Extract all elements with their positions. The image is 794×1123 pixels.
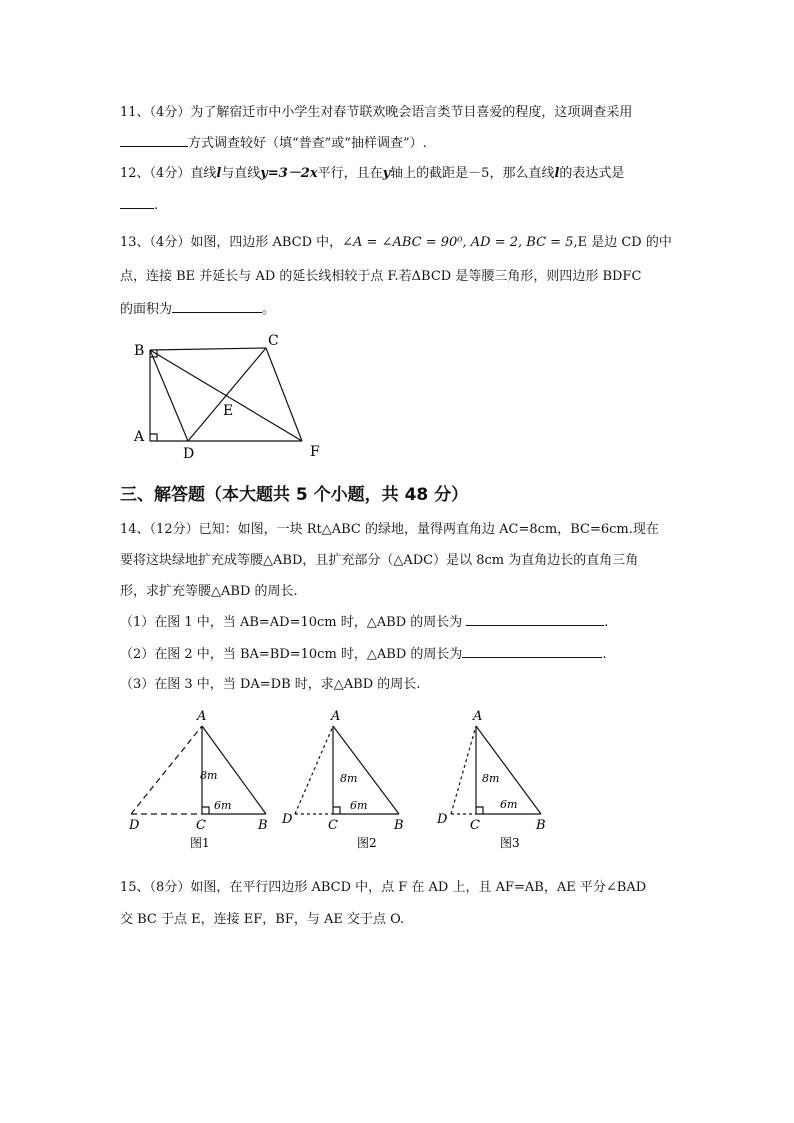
q14-sub1-blank[interactable] bbox=[466, 613, 604, 626]
q14-figures bbox=[120, 700, 560, 858]
fig2-label-a: A bbox=[331, 709, 341, 724]
q12-text-4: 轴上的截距是－5，那么直线 bbox=[390, 166, 555, 181]
fig3-label-d: D bbox=[437, 812, 448, 827]
fig3-label-a: A bbox=[473, 709, 483, 724]
q14-sub2 bbox=[120, 645, 607, 664]
q13-seg-bc bbox=[150, 348, 266, 350]
fig1-caption: 图1 bbox=[190, 836, 210, 850]
q14-sub2-blank[interactable] bbox=[462, 645, 602, 658]
q13-text-3: 的面积为 bbox=[120, 302, 173, 317]
q13-seg-dc bbox=[188, 348, 266, 441]
q15-line2: 交 BC 于点 E，连接 EF，BF，与 AE 交于点 O. bbox=[120, 912, 405, 927]
q13-answer-blank[interactable] bbox=[172, 300, 262, 313]
fig2-right-angle bbox=[333, 807, 340, 814]
q15-line1: 15、（8分）如图，在平行四边形 ABCD 中，点 F 在 AD 上，且 AF=AB，AE 平分∠BAD bbox=[120, 880, 647, 895]
fig1-seg-ad bbox=[131, 726, 202, 814]
q14-sub2-text: （2）在图 2 中，当 BA=BD=10cm 时，△ABD 的周长为 bbox=[120, 647, 463, 662]
q13-seg-cf bbox=[266, 348, 302, 441]
fig3-side-cb: 6m bbox=[500, 798, 518, 811]
fig1-label-b: B bbox=[258, 818, 268, 833]
q12-answer-blank[interactable] bbox=[120, 196, 154, 209]
fig2-label-d: D bbox=[282, 812, 293, 827]
q13-text-end: 。 bbox=[262, 302, 276, 317]
fig2-label-c: C bbox=[328, 818, 338, 833]
fig2-side-ac: 8m bbox=[340, 772, 358, 785]
q14-sub1-text: （1）在图 1 中，当 AB=AD=10cm 时，△ABD 的周长为 bbox=[120, 615, 463, 630]
fig3-side-ac: 8m bbox=[482, 772, 500, 785]
fig1-label-c: C bbox=[196, 818, 206, 833]
q12-var-l: l bbox=[216, 166, 222, 181]
fig2-seg-ad bbox=[295, 726, 333, 814]
q12-text-2: 与直线 bbox=[221, 166, 261, 181]
q14-line2: 要将这块绿地扩充成等腰△ABD，且扩充部分（△ADC）是以 8cm 为直角边长的直角三角 bbox=[120, 553, 639, 568]
q14-figure-3 bbox=[436, 709, 546, 850]
fig3-seg-ad bbox=[451, 726, 476, 814]
fig3-right-angle bbox=[476, 807, 483, 814]
fig1-label-a: A bbox=[197, 709, 207, 724]
fig1-side-cb: 6m bbox=[214, 799, 232, 812]
q12-line2-text: . bbox=[154, 198, 159, 213]
fig1-label-d: D bbox=[129, 818, 140, 833]
q11-line2-text: 方式调查较好（填“普查”或“抽样调查”）. bbox=[188, 136, 427, 151]
q11-line2 bbox=[120, 134, 427, 153]
fig1-side-ac: 8m bbox=[200, 769, 218, 782]
q14-sub1-end: . bbox=[604, 615, 609, 630]
fig3-label-b: B bbox=[536, 818, 546, 833]
fig2-caption: 图2 bbox=[357, 836, 377, 850]
q13-line2: 点，连接 BE 并延长与 AD 的延长线相较于点 F.若ΔBCD 是等腰三角形，则四边形 BDFC bbox=[120, 269, 642, 284]
q11-answer-blank[interactable] bbox=[120, 134, 188, 147]
q13-label-c: C bbox=[268, 333, 279, 349]
q12-text-3: 平行，且在 bbox=[317, 166, 383, 181]
q13-line1 bbox=[120, 234, 672, 252]
q12-line1 bbox=[120, 165, 624, 183]
fig2-side-cb: 6m bbox=[350, 799, 368, 812]
q13-right-angle-a bbox=[150, 434, 157, 441]
q12-text-1: 12、（4分）直线 bbox=[120, 166, 217, 181]
q13-text-1: 13、（4分）如图，四边形 ABCD 中， bbox=[120, 235, 343, 250]
q13-text-2: ,E 是边 CD 的中 bbox=[573, 235, 672, 250]
q11-line1: 11、（4分）为了解宿迁市中小学生对春节联欢晚会语言类节目喜爱的程度，这项调查采用 bbox=[120, 105, 633, 120]
q13-label-f: F bbox=[310, 444, 320, 460]
q13-line3 bbox=[120, 300, 275, 319]
section3-heading: 三、解答题（本大题共 5 个小题，共 48 分） bbox=[120, 485, 469, 505]
q13-label-d: D bbox=[183, 446, 195, 462]
q12-text-5: 的表达式是 bbox=[559, 166, 625, 181]
fig3-caption: 图3 bbox=[500, 836, 520, 850]
q13-math: ∠A = ∠ABC = 90⁰, AD = 2, BC = 5 bbox=[342, 235, 574, 250]
q13-seg-bd bbox=[150, 350, 188, 441]
q14-sub1 bbox=[120, 613, 608, 632]
q13-label-e: E bbox=[223, 403, 234, 419]
q14-figure-2 bbox=[281, 709, 404, 850]
q14-sub3: （3）在图 3 中，当 DA=DB 时，求△ABD 的周长. bbox=[120, 677, 421, 692]
q12-line2 bbox=[120, 196, 158, 215]
q13-figure bbox=[125, 330, 340, 462]
q12-var-l2: l bbox=[554, 166, 560, 181]
q14-sub2-end: . bbox=[602, 647, 607, 662]
q14-figure-1 bbox=[128, 709, 268, 850]
fig2-label-b: B bbox=[394, 818, 404, 833]
q12-var-y: y bbox=[382, 166, 391, 181]
q13-label-b: B bbox=[134, 343, 145, 359]
fig3-label-c: C bbox=[470, 818, 480, 833]
fig1-right-angle bbox=[202, 807, 209, 814]
q13-label-a: A bbox=[134, 429, 145, 445]
q14-line1: 14、（12分）已知：如图，一块 Rt△ABC 的绿地，量得两直角边 AC=8cm，BC=6cm.现在 bbox=[120, 522, 659, 537]
q14-line3: 形，求扩充等腰△ABD 的周长. bbox=[120, 584, 298, 599]
q12-equation: y=3－2x bbox=[260, 166, 318, 181]
